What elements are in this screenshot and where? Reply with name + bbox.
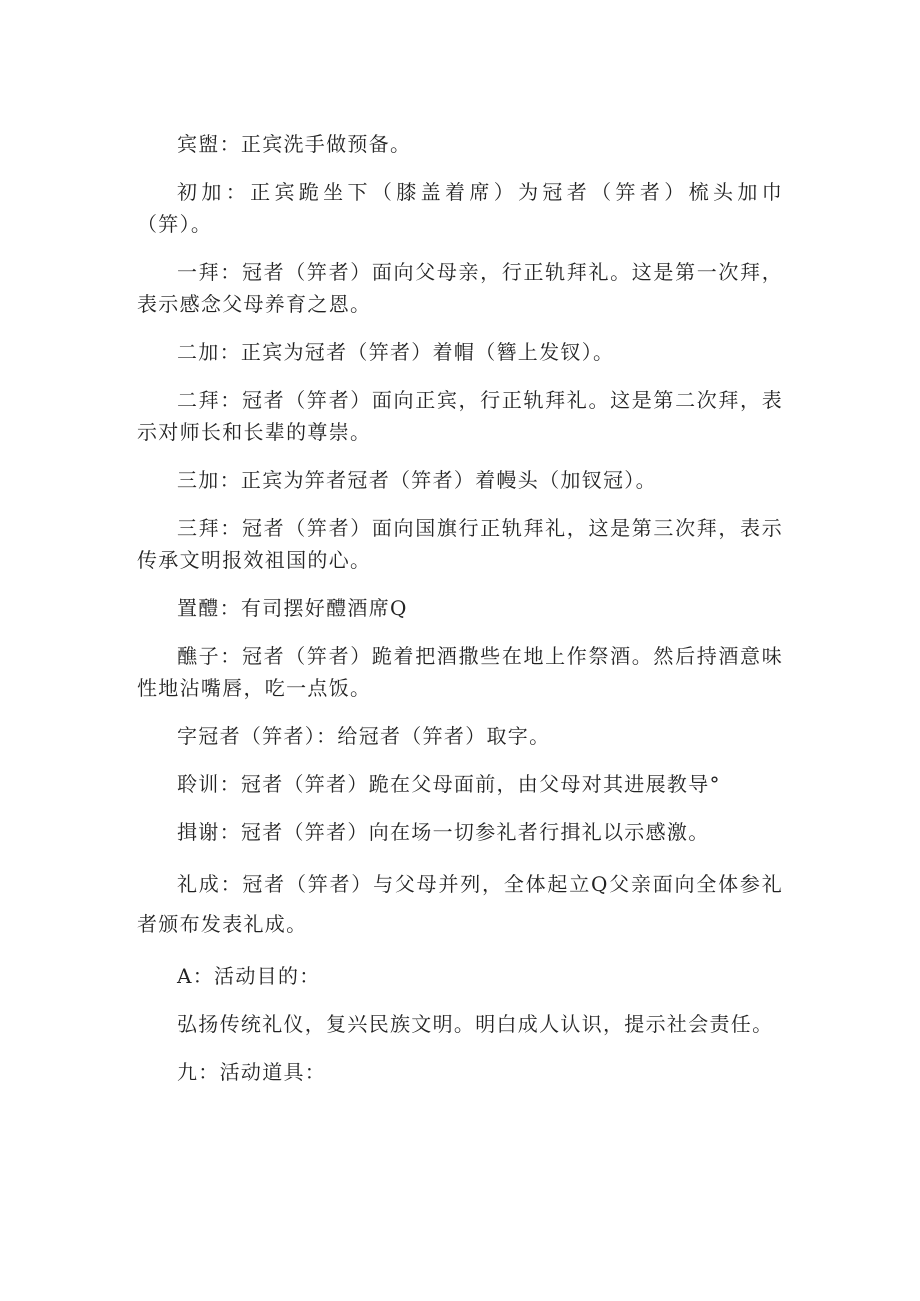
paragraph-zi-guan-zhe: 字冠者（笄者）：给冠者（笄者）取字。 [177,724,551,748]
paragraph-yi-xie: 揖谢：冠者（笄者）向在场一切参礼者行揖礼以示感激。 [177,820,710,844]
paragraph-ling-xun: 聆训：冠者（笄者）跪在父母面前，由父母对其进展教导° [177,772,721,796]
paragraph-er-bai: 二拜：冠者（笄者）面向正宾，行正轨拜礼。这是第二次拜，表示对师长和长辈的尊崇。 [137,388,783,444]
paragraph-er-jia: 二加：正宾为冠者（笄者）着帽（簪上发钗）。 [177,340,615,364]
section-heading-activity-props: 九：活动道具： [177,1060,327,1084]
paragraph-li-cheng: 礼成：冠者（笄者）与父母并列，全体起立Q父亲面向全体参礼者颁布发表礼成。 [137,872,783,936]
paragraph-bin-guan: 宾盥：正宾洗手做预备。 [177,132,412,156]
paragraph-activity-purpose: 弘扬传统礼仪，复兴民族文明。明白成人认识，提示社会责任。 [177,1012,774,1036]
paragraph-san-jia: 三加：正宾为笄者冠者（笄者）着幔头（加钗冠）。 [177,468,657,492]
section-heading-activity-purpose: A：活动目的： [177,964,321,988]
paragraph-zhi-li: 置醴：有司摆好醴酒席Q [177,596,408,620]
paragraph-chu-jia: 初加：正宾跪坐下（膝盖着席）为冠者（笄者）梳头加巾（笄）。 [137,180,783,236]
paragraph-san-bai: 三拜：冠者（笄者）面向国旗行正轨拜礼，这是第三次拜，表示传承文明报效祖国的心。 [137,516,783,572]
paragraph-jiao-zi: 醮子：冠者（笄者）跪着把酒撒些在地上作祭酒。然后持酒意味性地沾嘴唇，吃一点饭。 [137,644,783,700]
document-body [137,128,783,1104]
paragraph-yi-bai: 一拜：冠者（笄者）面向父母亲，行正轨拜礼。这是第一次拜，表示感念父母养育之恩。 [137,260,783,316]
